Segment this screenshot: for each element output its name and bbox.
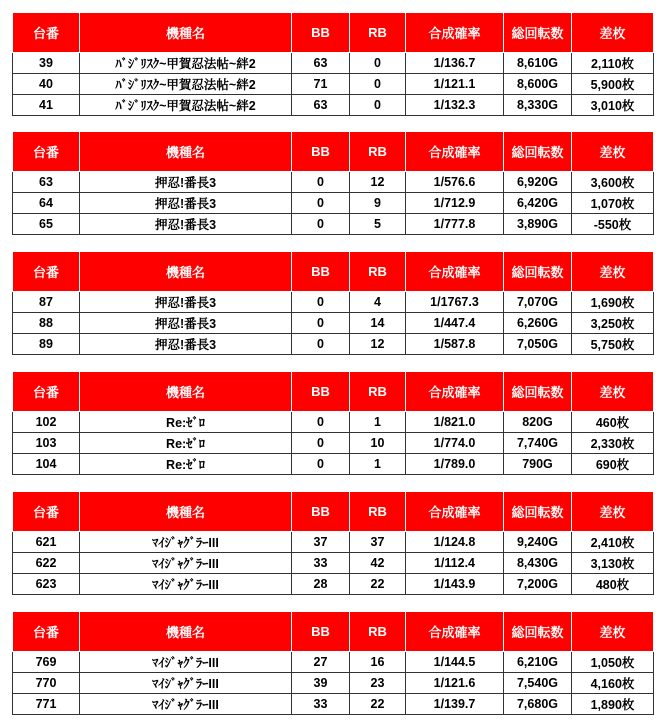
header-total-spins: 総回転数 [504, 252, 572, 292]
combined-probability-cell: 1/139.7 [406, 694, 504, 715]
machine-table-block [12, 611, 653, 715]
bb-count-cell: 0 [292, 313, 350, 334]
total-spins-cell: 820G [504, 412, 572, 433]
header-combined-probability: 合成確率 [406, 492, 504, 532]
bb-count-cell: 33 [292, 553, 350, 574]
header-machine-name: 機種名 [80, 372, 292, 412]
rb-count-cell: 0 [350, 74, 406, 95]
coin-difference-cell: 4,160枚 [572, 673, 654, 694]
header-machine-number: 台番 [13, 492, 80, 532]
combined-probability-cell: 1/576.6 [406, 172, 504, 193]
header-bb-count: BB [292, 252, 350, 292]
machine-number-cell: 63 [13, 172, 80, 193]
bb-count-cell: 0 [292, 433, 350, 454]
header-combined-probability: 合成確率 [406, 252, 504, 292]
machine-number-cell: 769 [13, 652, 80, 673]
table-row [13, 433, 654, 454]
header-bb-count: BB [292, 492, 350, 532]
machine-number-cell: 87 [13, 292, 80, 313]
machine-table-block [12, 12, 653, 116]
machine-number-cell: 39 [13, 53, 80, 74]
combined-probability-cell: 1/112.4 [406, 553, 504, 574]
rb-count-cell: 14 [350, 313, 406, 334]
machine-name-cell: 押忍!番長3 [80, 334, 292, 355]
header-rb-count: RB [350, 13, 406, 53]
total-spins-cell: 8,430G [504, 553, 572, 574]
header-bb-count: BB [292, 132, 350, 172]
total-spins-cell: 7,540G [504, 673, 572, 694]
machine-name-cell: ﾏｲｼﾞｬｸﾞﾗｰIII [80, 673, 292, 694]
combined-probability-cell: 1/712.9 [406, 193, 504, 214]
machine-name-cell: 押忍!番長3 [80, 214, 292, 235]
table-row [13, 334, 654, 355]
header-bb-count: BB [292, 13, 350, 53]
coin-difference-cell: 460枚 [572, 412, 654, 433]
combined-probability-cell: 1/132.3 [406, 95, 504, 116]
machine-number-cell: 103 [13, 433, 80, 454]
total-spins-cell: 6,210G [504, 652, 572, 673]
machine-name-cell: Re:ｾﾞﾛ [80, 412, 292, 433]
machine-name-cell: 押忍!番長3 [80, 193, 292, 214]
header-machine-name: 機種名 [80, 492, 292, 532]
coin-difference-cell: 3,600枚 [572, 172, 654, 193]
header-coin-difference: 差枚 [572, 13, 654, 53]
machine-table [12, 491, 654, 595]
machine-number-cell: 89 [13, 334, 80, 355]
header-machine-number: 台番 [13, 13, 80, 53]
total-spins-cell: 8,610G [504, 53, 572, 74]
machine-table [12, 611, 654, 715]
rb-count-cell: 37 [350, 532, 406, 553]
bb-count-cell: 63 [292, 53, 350, 74]
bb-count-cell: 0 [292, 214, 350, 235]
bb-count-cell: 0 [292, 454, 350, 475]
rb-count-cell: 4 [350, 292, 406, 313]
table-header-row [13, 492, 654, 532]
header-combined-probability: 合成確率 [406, 13, 504, 53]
combined-probability-cell: 1/121.6 [406, 673, 504, 694]
machine-name-cell: 押忍!番長3 [80, 172, 292, 193]
bb-count-cell: 0 [292, 334, 350, 355]
coin-difference-cell: 3,130枚 [572, 553, 654, 574]
header-bb-count: BB [292, 372, 350, 412]
combined-probability-cell: 1/136.7 [406, 53, 504, 74]
combined-probability-cell: 1/124.8 [406, 532, 504, 553]
rb-count-cell: 23 [350, 673, 406, 694]
machine-name-cell: ﾏｲｼﾞｬｸﾞﾗｰIII [80, 553, 292, 574]
coin-difference-cell: 3,010枚 [572, 95, 654, 116]
header-machine-number: 台番 [13, 252, 80, 292]
bb-count-cell: 28 [292, 574, 350, 595]
machine-name-cell: Re:ｾﾞﾛ [80, 433, 292, 454]
rb-count-cell: 1 [350, 454, 406, 475]
table-header-row [13, 13, 654, 53]
header-machine-name: 機種名 [80, 612, 292, 652]
bb-count-cell: 0 [292, 412, 350, 433]
table-row [13, 454, 654, 475]
table-row [13, 652, 654, 673]
rb-count-cell: 12 [350, 334, 406, 355]
machine-table [12, 131, 654, 235]
header-coin-difference: 差枚 [572, 492, 654, 532]
table-row [13, 313, 654, 334]
coin-difference-cell: -550枚 [572, 214, 654, 235]
coin-difference-cell: 5,750枚 [572, 334, 654, 355]
machine-number-cell: 102 [13, 412, 80, 433]
header-coin-difference: 差枚 [572, 132, 654, 172]
header-machine-name: 機種名 [80, 252, 292, 292]
coin-difference-cell: 2,410枚 [572, 532, 654, 553]
table-row [13, 172, 654, 193]
machine-number-cell: 41 [13, 95, 80, 116]
coin-difference-cell: 1,070枚 [572, 193, 654, 214]
rb-count-cell: 9 [350, 193, 406, 214]
machine-number-cell: 621 [13, 532, 80, 553]
header-combined-probability: 合成確率 [406, 612, 504, 652]
header-rb-count: RB [350, 252, 406, 292]
combined-probability-cell: 1/821.0 [406, 412, 504, 433]
rb-count-cell: 0 [350, 95, 406, 116]
machine-name-cell: ﾊﾞｼﾞﾘｽｸ~甲賀忍法帖~絆2 [80, 53, 292, 74]
header-total-spins: 総回転数 [504, 132, 572, 172]
machine-number-cell: 40 [13, 74, 80, 95]
table-row [13, 193, 654, 214]
coin-difference-cell: 3,250枚 [572, 313, 654, 334]
header-machine-number: 台番 [13, 372, 80, 412]
header-combined-probability: 合成確率 [406, 132, 504, 172]
machine-name-cell: ﾊﾞｼﾞﾘｽｸ~甲賀忍法帖~絆2 [80, 74, 292, 95]
coin-difference-cell: 1,890枚 [572, 694, 654, 715]
machine-number-cell: 64 [13, 193, 80, 214]
rb-count-cell: 10 [350, 433, 406, 454]
combined-probability-cell: 1/789.0 [406, 454, 504, 475]
header-machine-number: 台番 [13, 612, 80, 652]
rb-count-cell: 22 [350, 574, 406, 595]
combined-probability-cell: 1/587.8 [406, 334, 504, 355]
rb-count-cell: 22 [350, 694, 406, 715]
rb-count-cell: 1 [350, 412, 406, 433]
machine-number-cell: 771 [13, 694, 80, 715]
rb-count-cell: 5 [350, 214, 406, 235]
total-spins-cell: 7,050G [504, 334, 572, 355]
bb-count-cell: 27 [292, 652, 350, 673]
coin-difference-cell: 2,330枚 [572, 433, 654, 454]
table-row [13, 553, 654, 574]
table-row [13, 532, 654, 553]
coin-difference-cell: 2,110枚 [572, 53, 654, 74]
machine-table-block [12, 251, 653, 355]
total-spins-cell: 9,240G [504, 532, 572, 553]
total-spins-cell: 7,070G [504, 292, 572, 313]
machine-table [12, 12, 654, 116]
table-row [13, 673, 654, 694]
machine-number-cell: 623 [13, 574, 80, 595]
rb-count-cell: 0 [350, 53, 406, 74]
machine-name-cell: ﾏｲｼﾞｬｸﾞﾗｰIII [80, 694, 292, 715]
header-combined-probability: 合成確率 [406, 372, 504, 412]
total-spins-cell: 6,260G [504, 313, 572, 334]
table-header-row [13, 372, 654, 412]
header-total-spins: 総回転数 [504, 612, 572, 652]
total-spins-cell: 7,200G [504, 574, 572, 595]
machine-table [12, 251, 654, 355]
total-spins-cell: 8,330G [504, 95, 572, 116]
header-total-spins: 総回転数 [504, 372, 572, 412]
header-machine-name: 機種名 [80, 13, 292, 53]
header-machine-number: 台番 [13, 132, 80, 172]
total-spins-cell: 3,890G [504, 214, 572, 235]
bb-count-cell: 0 [292, 193, 350, 214]
table-row [13, 53, 654, 74]
rb-count-cell: 42 [350, 553, 406, 574]
combined-probability-cell: 1/777.8 [406, 214, 504, 235]
bb-count-cell: 0 [292, 292, 350, 313]
combined-probability-cell: 1/121.1 [406, 74, 504, 95]
rb-count-cell: 16 [350, 652, 406, 673]
header-total-spins: 総回転数 [504, 13, 572, 53]
machine-table-block [12, 491, 653, 595]
total-spins-cell: 7,680G [504, 694, 572, 715]
bb-count-cell: 33 [292, 694, 350, 715]
coin-difference-cell: 1,050枚 [572, 652, 654, 673]
machine-number-cell: 622 [13, 553, 80, 574]
header-coin-difference: 差枚 [572, 612, 654, 652]
total-spins-cell: 8,600G [504, 74, 572, 95]
table-header-row [13, 612, 654, 652]
table-row [13, 74, 654, 95]
total-spins-cell: 790G [504, 454, 572, 475]
combined-probability-cell: 1/447.4 [406, 313, 504, 334]
machine-name-cell: ﾊﾞｼﾞﾘｽｸ~甲賀忍法帖~絆2 [80, 95, 292, 116]
coin-difference-cell: 1,690枚 [572, 292, 654, 313]
header-rb-count: RB [350, 132, 406, 172]
machine-name-cell: 押忍!番長3 [80, 313, 292, 334]
machine-name-cell: Re:ｾﾞﾛ [80, 454, 292, 475]
machine-number-cell: 65 [13, 214, 80, 235]
header-total-spins: 総回転数 [504, 492, 572, 532]
machine-name-cell: 押忍!番長3 [80, 292, 292, 313]
header-rb-count: RB [350, 492, 406, 532]
table-row [13, 694, 654, 715]
table-row [13, 95, 654, 116]
header-machine-name: 機種名 [80, 132, 292, 172]
machine-name-cell: ﾏｲｼﾞｬｸﾞﾗｰIII [80, 532, 292, 553]
coin-difference-cell: 5,900枚 [572, 74, 654, 95]
table-row [13, 574, 654, 595]
table-row [13, 292, 654, 313]
machine-name-cell: ﾏｲｼﾞｬｸﾞﾗｰIII [80, 574, 292, 595]
machine-name-cell: ﾏｲｼﾞｬｸﾞﾗｰIII [80, 652, 292, 673]
machine-number-cell: 88 [13, 313, 80, 334]
header-coin-difference: 差枚 [572, 372, 654, 412]
combined-probability-cell: 1/774.0 [406, 433, 504, 454]
bb-count-cell: 71 [292, 74, 350, 95]
coin-difference-cell: 690枚 [572, 454, 654, 475]
combined-probability-cell: 1/144.5 [406, 652, 504, 673]
bb-count-cell: 39 [292, 673, 350, 694]
machine-table-block [12, 371, 653, 475]
machine-table-block [12, 131, 653, 235]
header-coin-difference: 差枚 [572, 252, 654, 292]
machine-table [12, 371, 654, 475]
table-row [13, 214, 654, 235]
header-rb-count: RB [350, 372, 406, 412]
bb-count-cell: 63 [292, 95, 350, 116]
combined-probability-cell: 1/143.9 [406, 574, 504, 595]
bb-count-cell: 0 [292, 172, 350, 193]
machine-number-cell: 770 [13, 673, 80, 694]
header-rb-count: RB [350, 612, 406, 652]
coin-difference-cell: 480枚 [572, 574, 654, 595]
total-spins-cell: 6,920G [504, 172, 572, 193]
rb-count-cell: 12 [350, 172, 406, 193]
table-header-row [13, 132, 654, 172]
total-spins-cell: 7,740G [504, 433, 572, 454]
table-header-row [13, 252, 654, 292]
combined-probability-cell: 1/1767.3 [406, 292, 504, 313]
bb-count-cell: 37 [292, 532, 350, 553]
table-row [13, 412, 654, 433]
header-bb-count: BB [292, 612, 350, 652]
machine-number-cell: 104 [13, 454, 80, 475]
total-spins-cell: 6,420G [504, 193, 572, 214]
